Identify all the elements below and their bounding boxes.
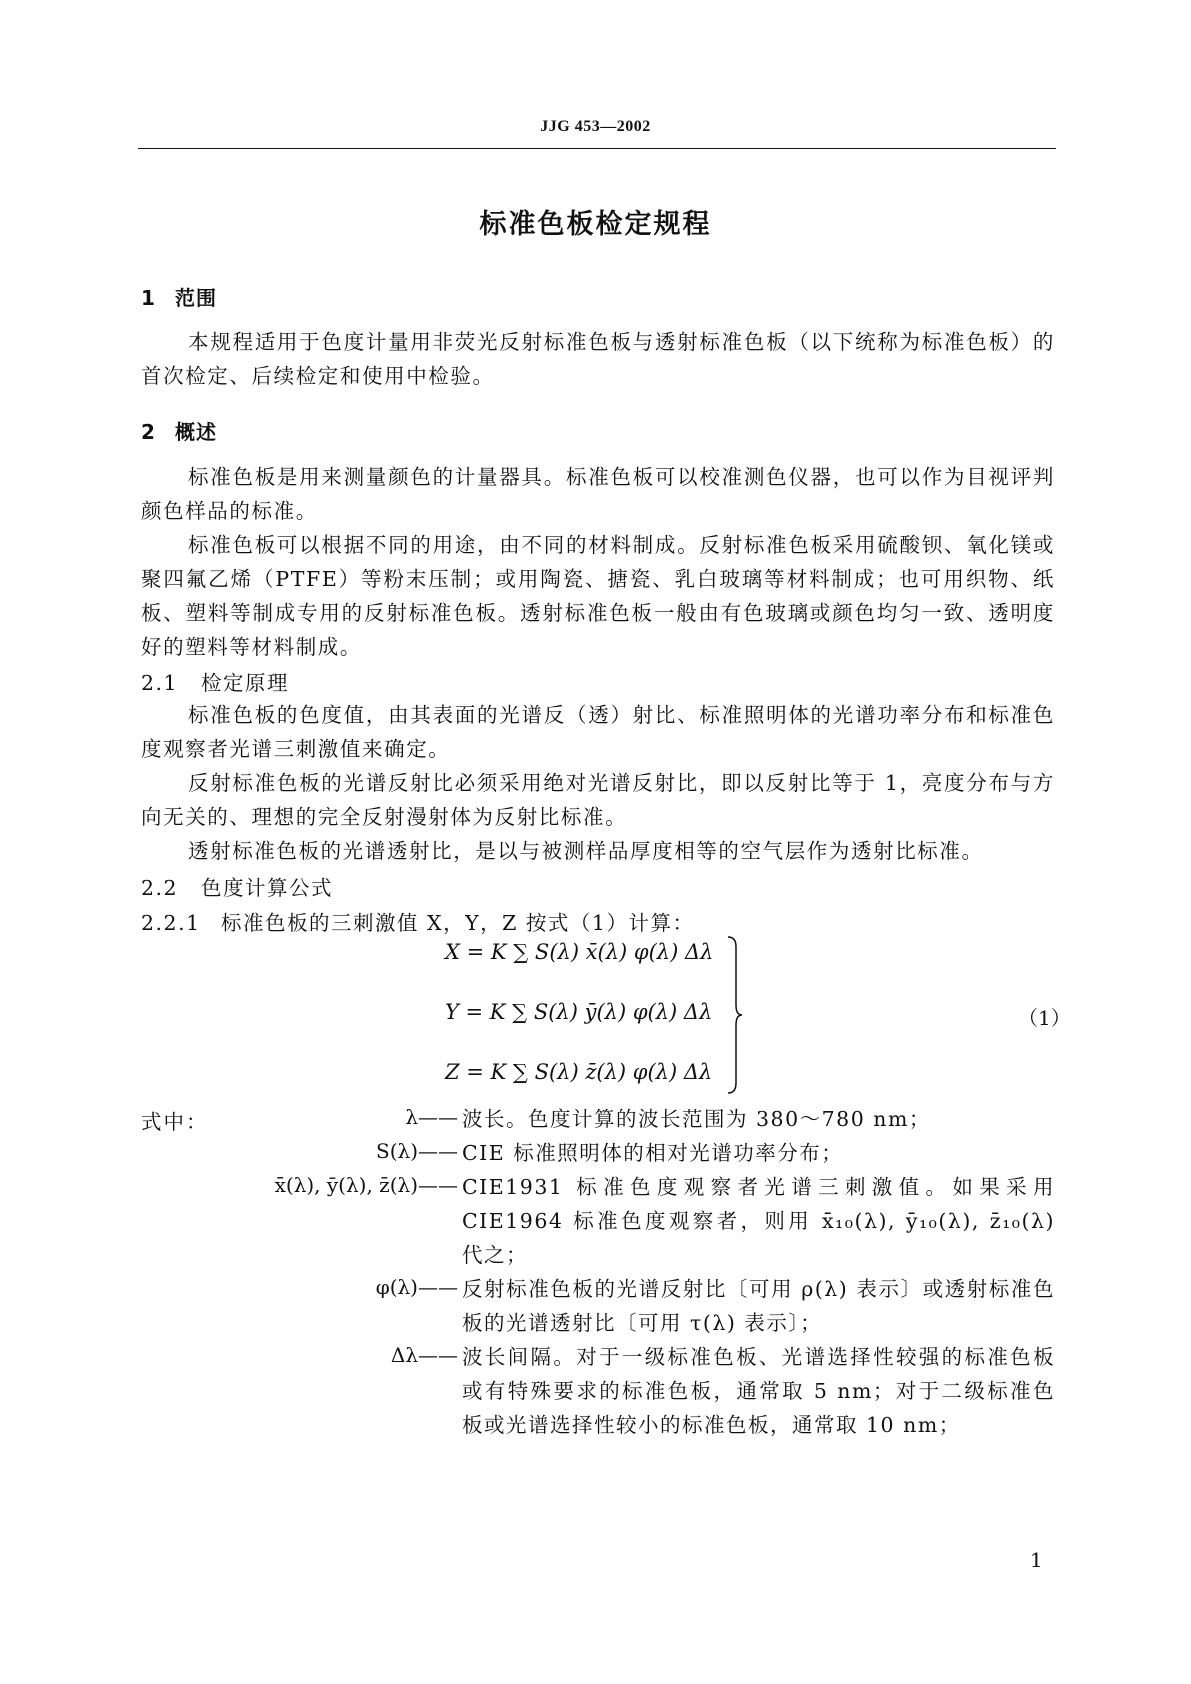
equation-brace: [726, 935, 744, 1095]
definition-desc-lambda: 波长。色度计算的波长范围为 380～780 nm；: [462, 1107, 931, 1131]
subsection-text: 标准色板的三刺激值 X，Y，Z 按式（1）计算：: [221, 911, 695, 935]
definition-term-lambda: λ——: [405, 1105, 458, 1129]
equation-number: （1）: [1018, 1006, 1071, 1030]
where-label: 式中：: [141, 1110, 209, 1134]
page-number: 1: [1030, 1548, 1043, 1572]
section-title: 概述: [175, 420, 217, 444]
standard-code-header: JJG 453—2002: [540, 118, 651, 135]
section-2-1-heading: [141, 666, 289, 696]
section-title: 范围: [175, 286, 217, 310]
definition-term-cmf: x̄(λ), ȳ(λ), z̄(λ)——: [274, 1173, 458, 1197]
definition-term-delta-lambda: Δλ——: [390, 1343, 458, 1367]
definition-desc-delta-lambda: 波长间隔。对于一级标准色板、光谱选择性较强的标准色板或有特殊要求的标准色板，通常取 5 nm；对于二级标准色板或光谱选择性较小的标准色板，通常取 10 nm；: [462, 1345, 1055, 1437]
section-2-2-1-line: [141, 906, 694, 936]
definition-desc-spd: CIE 标准照明体的相对光谱功率分布；: [462, 1141, 844, 1165]
definition-desc-phi: 反射标准色板的光谱反射比〔可用 ρ(λ) 表示〕或透射标准色板的光谱透射比〔可用 τ(λ) 表示〕；: [462, 1277, 1055, 1335]
definition-term-phi: φ(λ)——: [375, 1275, 458, 1299]
equation-y: Y = K ∑ S(λ) ȳ(λ) φ(λ) Δλ: [445, 1000, 713, 1024]
definition-term-spd: S(λ)——: [376, 1139, 458, 1163]
section-1-heading: [141, 282, 217, 311]
equation-x: X = K ∑ S(λ) x̄(λ) φ(λ) Δλ: [445, 940, 714, 964]
section-2-1-paragraph-3: 透射标准色板的光谱透射比，是以与被测样品厚度相等的空气层作为透射比标准。: [188, 839, 984, 863]
equation-z: Z = K ∑ S(λ) z̄(λ) φ(λ) Δλ: [445, 1060, 713, 1084]
section-2-1-paragraph-1: 标准色板的色度值，由其表面的光谱反（透）射比、标准照明体的光谱功率分布和标准色度观察者光谱三刺激值来确定。: [141, 703, 1055, 761]
subsection-number: 2.1: [141, 671, 179, 695]
subsection-title: 检定原理: [201, 671, 289, 695]
subsection-number: 2.2.1: [141, 911, 201, 935]
section-2-heading: [141, 416, 217, 445]
section-number: 1: [141, 286, 156, 310]
subsection-title: 色度计算公式: [201, 876, 333, 900]
section-2-2-heading: [141, 871, 333, 901]
section-1-paragraph: 本规程适用于色度计量用非荧光反射标准色板与透射标准色板（以下统称为标准色板）的首次检定、后续检定和使用中检验。: [141, 330, 1055, 388]
section-2-paragraph-1: 标准色板是用来测量颜色的计量器具。标准色板可以校准测色仪器，也可以作为目视评判颜色样品的标准。: [141, 465, 1055, 523]
section-number: 2: [141, 420, 156, 444]
document-title: 标准色板检定规程: [479, 209, 712, 240]
definition-desc-cmf: CIE1931 标准色度观察者光谱三刺激值。如果采用 CIE1964 标准色度观察者，则用 x̄₁₀(λ), ȳ₁₀(λ), z̄₁₀(λ) 代之；: [462, 1175, 1055, 1267]
section-2-1-paragraph-2: 反射标准色板的光谱反射比必须采用绝对光谱反射比，即以反射比等于 1，亮度分布与方向无关的、理想的完全反射漫射体为反射比标准。: [141, 771, 1055, 829]
subsection-number: 2.2: [141, 876, 179, 900]
section-2-paragraph-2: 标准色板可以根据不同的用途，由不同的材料制成。反射标准色板采用硫酸钡、氧化镁或聚四氟乙烯（PTFE）等粉末压制；或用陶瓷、搪瓷、乳白玻璃等材料制成；也可用织物、纸板、塑料等制成专用的反射标准色板。透射标准色板一般由有色玻璃或颜色均匀一致、透明度好的塑料等材料制成。: [141, 533, 1055, 659]
header-rule: [138, 148, 1056, 149]
